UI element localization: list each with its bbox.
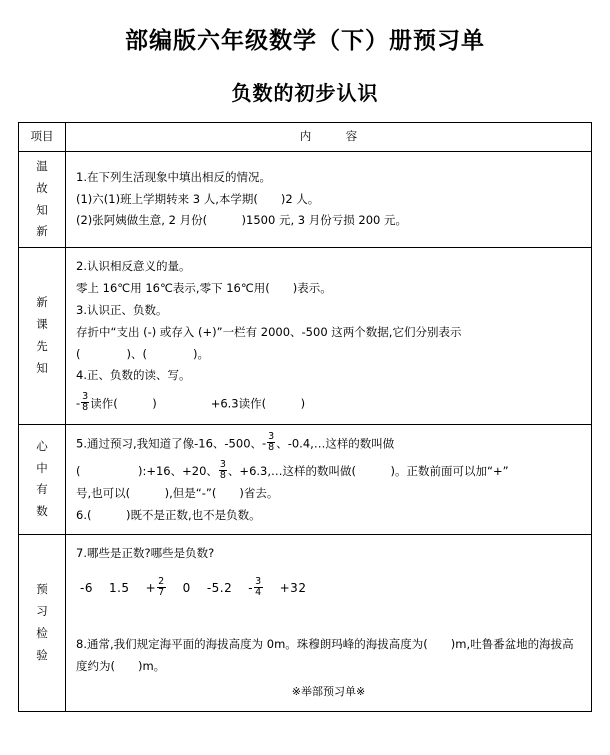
header-cell-project: 项目 <box>19 123 66 152</box>
line5-tail: 、-0.4,…这样的数叫做 <box>276 435 395 450</box>
worksheet-table <box>18 122 592 712</box>
line6-head: ( ):+16、+20、 <box>76 463 218 478</box>
fraction-denominator: 4 <box>255 587 262 599</box>
row-label-check-text: 预 习 检 验 <box>36 582 48 662</box>
fraction-sign: - <box>262 435 267 450</box>
row-label-newlesson-text: 新 课 先 知 <box>36 295 48 375</box>
row-content-understanding <box>66 424 592 535</box>
row-content-newlesson <box>66 248 592 424</box>
newlesson-line-2: 零上 16℃用 16℃表示,零下 16℃用( )表示。 <box>76 281 332 296</box>
number-item-1: -6 <box>80 581 93 596</box>
newlesson-line-1: 2.认识相反意义的量。 <box>76 259 191 274</box>
newlesson-line-3: 3.认识正、负数。 <box>76 302 168 317</box>
value-plus-six-point-three: +6.3 <box>210 396 239 411</box>
fraction-denominator: 8 <box>82 402 89 414</box>
fraction-three-eighths <box>219 460 227 481</box>
number-item-5: -5.2 <box>206 581 233 596</box>
newlesson-line-5: ( )、( )。 <box>76 346 209 361</box>
read-blank-1: 读作( ) <box>90 396 157 411</box>
row-label-understanding <box>19 424 66 535</box>
newlesson-line-4: 存折中“支出 (-) 或存入 (+)”一栏有 2000、-500 这两个数据,它们分别表示 <box>76 324 462 339</box>
fraction-numerator: 3 <box>268 430 275 442</box>
number-item-7: +32 <box>279 581 307 596</box>
understanding-line-5 <box>76 430 581 455</box>
table-row <box>19 151 592 247</box>
fraction-denominator: 8 <box>268 441 275 453</box>
review-line-1: 1.在下列生活现象中填出相反的情况。 <box>76 169 271 184</box>
fraction-sign: + <box>145 581 157 596</box>
fraction-numerator: 3 <box>219 458 226 470</box>
fraction-sign: - <box>76 396 81 411</box>
table-row <box>19 535 592 711</box>
row-content-check <box>66 535 592 711</box>
number-item-3 <box>146 577 167 600</box>
review-line-3: (2)张阿姨做生意, 2 月份( )1500 元, 3 月份亏损 200 元。 <box>76 213 408 228</box>
fraction-numerator: 3 <box>255 576 262 588</box>
fraction-body <box>157 577 166 598</box>
table-row <box>19 248 592 424</box>
fraction-body <box>267 432 275 453</box>
fraction-body <box>254 577 263 598</box>
line5-head: 5.通过预习,我知道了像-16、-500、 <box>76 435 263 450</box>
fraction-negative-three-eighths <box>76 393 90 415</box>
line6-tail: 、+6.3,…这样的数叫做( )。正数前面可以加“+” <box>227 463 509 478</box>
row-label-review-char1: 温 故 知 新 <box>36 158 48 239</box>
table-row <box>19 424 592 535</box>
header-cell-content: 内 容 <box>66 123 592 152</box>
number-item-4: 0 <box>182 581 191 596</box>
number-item-6 <box>248 577 263 600</box>
newlesson-read-line <box>76 387 581 415</box>
check-question-7: 7.哪些是正数?哪些是负数? <box>76 546 215 561</box>
fraction-sign: - <box>248 581 254 596</box>
fraction-negative-three-eighths-2 <box>262 430 276 455</box>
page-subtitle: 负数的初步认识 <box>231 81 379 105</box>
page-title: 部编版六年级数学（下）册预习单 <box>125 27 485 54</box>
understanding-line-8: 6.( )既不是正数,也不是负数。 <box>76 507 261 522</box>
number-item-2: 1.5 <box>108 581 130 596</box>
understanding-line-6 <box>76 455 581 483</box>
understanding-line-7: 号,也可以( ),但是“-”( )省去。 <box>76 485 279 500</box>
row-label-understanding-text: 心 中 有 数 <box>36 438 48 519</box>
row-label-check <box>19 535 66 711</box>
fraction-denominator: 7 <box>158 587 165 599</box>
row-label-review <box>19 151 66 247</box>
check-question-8: 8.通常,我们规定海平面的海拔高度为 0m。珠穆朗玛峰的海拔高度为( )m,吐鲁番盆地的海拔高度约为( )m。 <box>76 637 574 673</box>
fraction-denominator: 8 <box>219 469 226 481</box>
footer-note: ※举部预习单※ <box>291 684 366 698</box>
worksheet-page <box>0 22 610 755</box>
fraction-body <box>81 392 89 413</box>
read-blank-2: 读作( ) <box>238 396 306 411</box>
number-list <box>76 577 581 600</box>
newlesson-line-6: 4.正、负数的读、写。 <box>76 368 191 383</box>
review-line-2: (1)六(1)班上学期转来 3 人,本学期( )2 人。 <box>76 191 320 206</box>
row-content-review <box>66 151 592 247</box>
fraction-numerator: 2 <box>158 576 165 588</box>
row-label-newlesson <box>19 248 66 424</box>
table-header-row <box>19 123 592 152</box>
fraction-numerator: 3 <box>82 391 89 403</box>
